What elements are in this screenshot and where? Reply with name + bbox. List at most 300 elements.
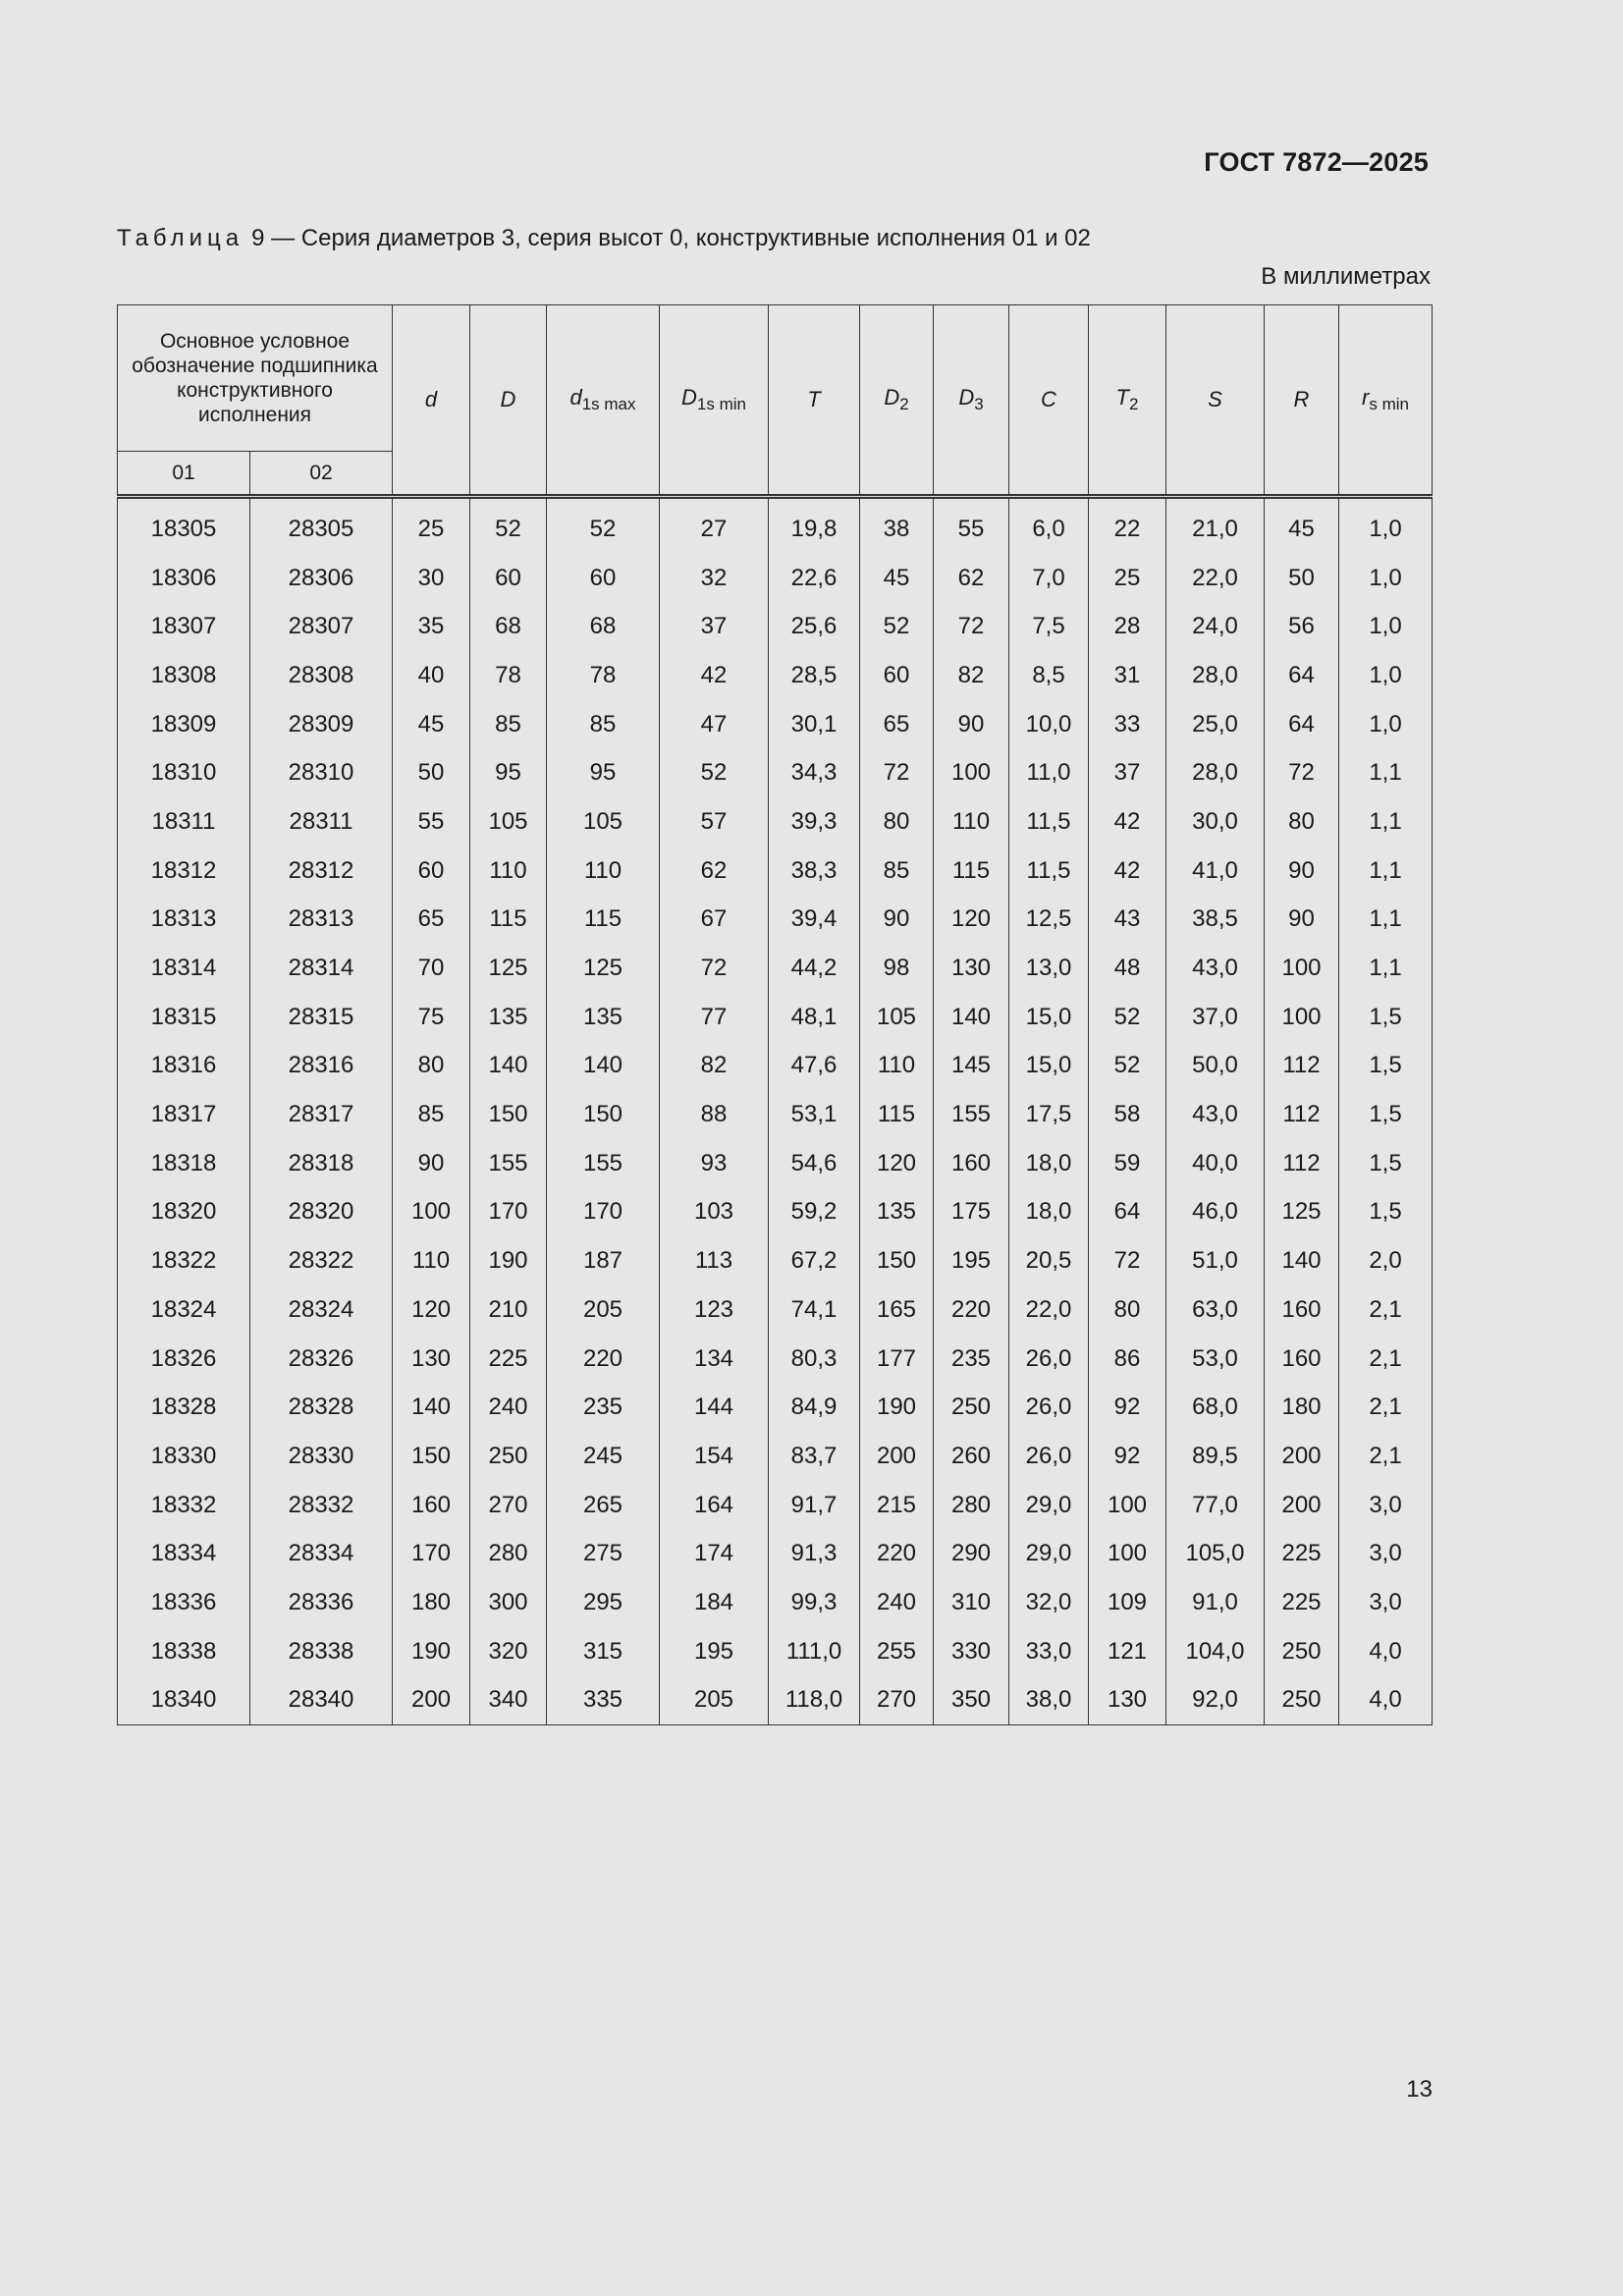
table-cell: 60 [860, 651, 934, 700]
table-cell: 26,0 [1009, 1383, 1089, 1432]
table-cell: 105,0 [1166, 1529, 1265, 1578]
table-cell: 135 [547, 993, 660, 1042]
col-header-D: D [470, 305, 547, 497]
table-cell: 28315 [250, 993, 393, 1042]
table-cell: 195 [934, 1236, 1009, 1285]
table-cell: 33 [1089, 700, 1166, 749]
table-cell: 65 [393, 896, 470, 945]
table-cell: 270 [860, 1676, 934, 1725]
table-cell: 260 [934, 1432, 1009, 1481]
table-cell: 180 [393, 1578, 470, 1627]
table-cell: 225 [470, 1335, 547, 1384]
table-cell: 200 [860, 1432, 934, 1481]
table-cell: 29,0 [1009, 1481, 1089, 1530]
table-cell: 110 [547, 847, 660, 896]
table-cell: 1,5 [1339, 993, 1433, 1042]
table-cell: 4,0 [1339, 1676, 1433, 1725]
table-cell: 250 [470, 1432, 547, 1481]
table-cell: 52 [547, 497, 660, 554]
table-cell: 25,6 [769, 602, 860, 651]
table-cell: 1,0 [1339, 602, 1433, 651]
table-cell: 43 [1089, 896, 1166, 945]
table-row [118, 1236, 1433, 1285]
table-cell: 105 [547, 797, 660, 847]
table-cell: 3,0 [1339, 1529, 1433, 1578]
table-cell: 89,5 [1166, 1432, 1265, 1481]
table-cell: 18322 [118, 1236, 250, 1285]
table-cell: 275 [547, 1529, 660, 1578]
table-cell: 18336 [118, 1578, 250, 1627]
table-cell: 72 [860, 748, 934, 797]
table-cell: 2,1 [1339, 1432, 1433, 1481]
table-cell: 187 [547, 1236, 660, 1285]
table-cell: 1,5 [1339, 1042, 1433, 1091]
table-cell: 112 [1265, 1042, 1339, 1091]
table-cell: 225 [1265, 1529, 1339, 1578]
bearing-dimensions-table [117, 304, 1433, 1725]
table-cell: 98 [860, 944, 934, 993]
table-cell: 28336 [250, 1578, 393, 1627]
table-cell: 38 [860, 497, 934, 554]
col-header-C: C [1009, 305, 1089, 497]
table-cell: 18316 [118, 1042, 250, 1091]
table-cell: 245 [547, 1432, 660, 1481]
table-cell: 90 [1265, 847, 1339, 896]
col-header-D2: $D_2$ [860, 305, 934, 497]
table-cell: 40 [393, 651, 470, 700]
table-cell: 180 [1265, 1383, 1339, 1432]
table-cell: 112 [1265, 1090, 1339, 1139]
table-row [118, 1627, 1433, 1676]
table-cell: 33,0 [1009, 1627, 1089, 1676]
table-cell: 62 [660, 847, 769, 896]
table-cell: 28328 [250, 1383, 393, 1432]
table-cell: 1,1 [1339, 944, 1433, 993]
table-cell: 120 [393, 1285, 470, 1335]
table-cell: 82 [660, 1042, 769, 1091]
table-cell: 15,0 [1009, 1042, 1089, 1091]
table-cell: 265 [547, 1481, 660, 1530]
table-cell: 130 [1089, 1676, 1166, 1725]
table-cell: 28314 [250, 944, 393, 993]
table-cell: 55 [934, 497, 1009, 554]
table-cell: 51,0 [1166, 1236, 1265, 1285]
page-number: 13 [1406, 2076, 1433, 2103]
table-cell: 18315 [118, 993, 250, 1042]
table-cell: 28320 [250, 1188, 393, 1237]
table-cell: 72 [1265, 748, 1339, 797]
table-cell: 85 [860, 847, 934, 896]
table-cell: 1,5 [1339, 1090, 1433, 1139]
table-cell: 28330 [250, 1432, 393, 1481]
table-row [118, 700, 1433, 749]
table-cell: 74,1 [769, 1285, 860, 1335]
table-cell: 39,4 [769, 896, 860, 945]
table-cell: 80 [1089, 1285, 1166, 1335]
table-cell: 154 [660, 1432, 769, 1481]
table-cell: 64 [1265, 651, 1339, 700]
table-cell: 30 [393, 554, 470, 603]
table-cell: 177 [860, 1335, 934, 1384]
table-cell: 120 [934, 896, 1009, 945]
table-cell: 235 [934, 1335, 1009, 1384]
col-header-S: S [1166, 305, 1265, 497]
col-header-D3: $D_3$ [934, 305, 1009, 497]
table-cell: 60 [470, 554, 547, 603]
table-cell: 30,1 [769, 700, 860, 749]
table-cell: 44,2 [769, 944, 860, 993]
table-cell: 56 [1265, 602, 1339, 651]
table-cell: 28332 [250, 1481, 393, 1530]
table-cell: 92,0 [1166, 1676, 1265, 1725]
table-cell: 13,0 [1009, 944, 1089, 993]
table-cell: 28313 [250, 896, 393, 945]
table-cell: 11,5 [1009, 847, 1089, 896]
table-cell: 18340 [118, 1676, 250, 1725]
table-cell: 11,5 [1009, 797, 1089, 847]
table-cell: 250 [1265, 1627, 1339, 1676]
table-cell: 43,0 [1166, 944, 1265, 993]
table-cell: 68 [547, 602, 660, 651]
table-cell: 160 [1265, 1335, 1339, 1384]
table-cell: 28334 [250, 1529, 393, 1578]
table-cell: 144 [660, 1383, 769, 1432]
table-body [118, 497, 1433, 1725]
table-cell: 4,0 [1339, 1627, 1433, 1676]
table-cell: 140 [934, 993, 1009, 1042]
table-cell: 1,0 [1339, 554, 1433, 603]
table-cell: 300 [470, 1578, 547, 1627]
table-cell: 91,7 [769, 1481, 860, 1530]
table-cell: 32,0 [1009, 1578, 1089, 1627]
col-header-T2: $T_2$ [1089, 305, 1166, 497]
table-cell: 48,1 [769, 993, 860, 1042]
table-cell: 1,5 [1339, 1139, 1433, 1188]
table-cell: 75 [393, 993, 470, 1042]
table-cell: 135 [470, 993, 547, 1042]
table-cell: 125 [470, 944, 547, 993]
table-row [118, 993, 1433, 1042]
table-row [118, 554, 1433, 603]
table-cell: 210 [470, 1285, 547, 1335]
table-cell: 82 [934, 651, 1009, 700]
table-row [118, 896, 1433, 945]
table-row [118, 1139, 1433, 1188]
table-cell: 110 [860, 1042, 934, 1091]
table-cell: 1,1 [1339, 797, 1433, 847]
table-row [118, 1529, 1433, 1578]
table-cell: 25 [393, 497, 470, 554]
table-cell: 18330 [118, 1432, 250, 1481]
table-cell: 115 [934, 847, 1009, 896]
table-cell: 42 [660, 651, 769, 700]
table-cell: 53,0 [1166, 1335, 1265, 1384]
col-header-rs-min: $r_{s min}$ [1339, 305, 1433, 497]
table-cell: 1,1 [1339, 748, 1433, 797]
table-cell: 18313 [118, 896, 250, 945]
table-cell: 77,0 [1166, 1481, 1265, 1530]
table-cell: 20,5 [1009, 1236, 1089, 1285]
table-cell: 68,0 [1166, 1383, 1265, 1432]
table-cell: 18324 [118, 1285, 250, 1335]
table-cell: 34,3 [769, 748, 860, 797]
table-cell: 240 [860, 1578, 934, 1627]
table-cell: 18314 [118, 944, 250, 993]
table-cell: 47 [660, 700, 769, 749]
table-cell: 200 [1265, 1432, 1339, 1481]
table-cell: 6,0 [1009, 497, 1089, 554]
table-cell: 155 [547, 1139, 660, 1188]
table-row [118, 1432, 1433, 1481]
table-cell: 64 [1089, 1188, 1166, 1237]
table-row [118, 497, 1433, 554]
table-cell: 110 [393, 1236, 470, 1285]
table-cell: 22,0 [1009, 1285, 1089, 1335]
table-cell: 150 [860, 1236, 934, 1285]
table-cell: 53,1 [769, 1090, 860, 1139]
table-cell: 42 [1089, 797, 1166, 847]
table-cell: 164 [660, 1481, 769, 1530]
table-cell: 37 [1089, 748, 1166, 797]
table-cell: 100 [1089, 1529, 1166, 1578]
table-cell: 63,0 [1166, 1285, 1265, 1335]
table-cell: 32 [660, 554, 769, 603]
table-cell: 28316 [250, 1042, 393, 1091]
table-cell: 90 [860, 896, 934, 945]
table-row [118, 1042, 1433, 1091]
table-cell: 112 [1265, 1139, 1339, 1188]
table-cell: 270 [470, 1481, 547, 1530]
table-cell: 35 [393, 602, 470, 651]
table-cell: 18311 [118, 797, 250, 847]
table-cell: 48 [1089, 944, 1166, 993]
table-cell: 45 [1265, 497, 1339, 554]
table-cell: 240 [470, 1383, 547, 1432]
table-row [118, 1090, 1433, 1139]
table-row [118, 797, 1433, 847]
table-cell: 195 [660, 1627, 769, 1676]
table-cell: 18328 [118, 1383, 250, 1432]
table-cell: 24,0 [1166, 602, 1265, 651]
table-cell: 235 [547, 1383, 660, 1432]
table-cell: 57 [660, 797, 769, 847]
table-cell: 28326 [250, 1335, 393, 1384]
table-cell: 104,0 [1166, 1627, 1265, 1676]
table-cell: 72 [934, 602, 1009, 651]
table-cell: 103 [660, 1188, 769, 1237]
table-cell: 91,3 [769, 1529, 860, 1578]
table-cell: 134 [660, 1335, 769, 1384]
table-cell: 28312 [250, 847, 393, 896]
table-cell: 140 [393, 1383, 470, 1432]
table-cell: 62 [934, 554, 1009, 603]
table-cell: 18307 [118, 602, 250, 651]
table-cell: 80 [860, 797, 934, 847]
table-row [118, 748, 1433, 797]
table-cell: 220 [934, 1285, 1009, 1335]
table-cell: 7,5 [1009, 602, 1089, 651]
table-cell: 88 [660, 1090, 769, 1139]
subheader-01: 01 [118, 452, 250, 497]
table-cell: 85 [470, 700, 547, 749]
table-cell: 80 [1265, 797, 1339, 847]
table-cell: 28,0 [1166, 748, 1265, 797]
table-cell: 350 [934, 1676, 1009, 1725]
units-note: В миллиметрах [1261, 263, 1431, 290]
table-cell: 120 [860, 1139, 934, 1188]
table-cell: 95 [547, 748, 660, 797]
table-cell: 80 [393, 1042, 470, 1091]
table-cell: 84,9 [769, 1383, 860, 1432]
table-cell: 90 [1265, 896, 1339, 945]
col-header-R: R [1265, 305, 1339, 497]
table-cell: 38,0 [1009, 1676, 1089, 1725]
table-cell: 18305 [118, 497, 250, 554]
table-cell: 190 [393, 1627, 470, 1676]
table-cell: 110 [934, 797, 1009, 847]
table-cell: 290 [934, 1529, 1009, 1578]
table-cell: 47,6 [769, 1042, 860, 1091]
table-cell: 58 [1089, 1090, 1166, 1139]
table-cell: 160 [393, 1481, 470, 1530]
table-cell: 250 [934, 1383, 1009, 1432]
table-cell: 1,5 [1339, 1188, 1433, 1237]
table-cell: 100 [934, 748, 1009, 797]
table-cell: 22,6 [769, 554, 860, 603]
table-cell: 18338 [118, 1627, 250, 1676]
table-cell: 215 [860, 1481, 934, 1530]
table-cell: 125 [547, 944, 660, 993]
table-cell: 28338 [250, 1627, 393, 1676]
table-cell: 250 [1265, 1676, 1339, 1725]
table-cell: 1,1 [1339, 896, 1433, 945]
table-cell: 175 [934, 1188, 1009, 1237]
table-cell: 110 [470, 847, 547, 896]
table-caption [117, 225, 1091, 252]
col-header-T: T [769, 305, 860, 497]
table-cell: 26,0 [1009, 1335, 1089, 1384]
table-cell: 52 [660, 748, 769, 797]
table-cell: 28322 [250, 1236, 393, 1285]
table-cell: 60 [393, 847, 470, 896]
table-cell: 52 [860, 602, 934, 651]
table-cell: 150 [547, 1090, 660, 1139]
table-cell: 28,0 [1166, 651, 1265, 700]
table-row [118, 1481, 1433, 1530]
table-cell: 2,1 [1339, 1285, 1433, 1335]
table-cell: 28340 [250, 1676, 393, 1725]
table-cell: 31 [1089, 651, 1166, 700]
table-cell: 52 [1089, 1042, 1166, 1091]
table-cell: 1,0 [1339, 651, 1433, 700]
table-cell: 78 [470, 651, 547, 700]
table-cell: 59,2 [769, 1188, 860, 1237]
table-cell: 1,0 [1339, 700, 1433, 749]
table-cell: 55 [393, 797, 470, 847]
table-cell: 170 [470, 1188, 547, 1237]
table-cell: 26,0 [1009, 1432, 1089, 1481]
table-cell: 90 [393, 1139, 470, 1188]
table-cell: 37 [660, 602, 769, 651]
table-cell: 18,0 [1009, 1139, 1089, 1188]
table-cell: 85 [393, 1090, 470, 1139]
table-cell: 19,8 [769, 497, 860, 554]
table-row [118, 1676, 1433, 1725]
table-cell: 8,5 [1009, 651, 1089, 700]
table-cell: 42 [1089, 847, 1166, 896]
table-cell: 86 [1089, 1335, 1166, 1384]
table-cell: 190 [470, 1236, 547, 1285]
table-cell: 330 [934, 1627, 1009, 1676]
table-cell: 115 [470, 896, 547, 945]
table-cell: 130 [393, 1335, 470, 1384]
table-cell: 1,0 [1339, 497, 1433, 554]
table-cell: 3,0 [1339, 1578, 1433, 1627]
table-cell: 15,0 [1009, 993, 1089, 1042]
table-cell: 10,0 [1009, 700, 1089, 749]
table-cell: 30,0 [1166, 797, 1265, 847]
subheader-02: 02 [250, 452, 393, 497]
table-cell: 72 [1089, 1236, 1166, 1285]
table-row [118, 944, 1433, 993]
caption-prefix: Таблица [117, 225, 244, 251]
table-cell: 28310 [250, 748, 393, 797]
table-cell: 130 [934, 944, 1009, 993]
table-cell: 90 [934, 700, 1009, 749]
table-cell: 27 [660, 497, 769, 554]
table-cell: 17,5 [1009, 1090, 1089, 1139]
table-cell: 67,2 [769, 1236, 860, 1285]
table-cell: 105 [470, 797, 547, 847]
table-cell: 315 [547, 1627, 660, 1676]
table-cell: 25 [1089, 554, 1166, 603]
table-cell: 2,0 [1339, 1236, 1433, 1285]
table-cell: 255 [860, 1627, 934, 1676]
table-row [118, 651, 1433, 700]
table-cell: 28 [1089, 602, 1166, 651]
table-cell: 45 [860, 554, 934, 603]
table-cell: 18326 [118, 1335, 250, 1384]
table-cell: 18318 [118, 1139, 250, 1188]
table-cell: 38,5 [1166, 896, 1265, 945]
table-row [118, 847, 1433, 896]
table-cell: 18306 [118, 554, 250, 603]
table-cell: 50 [1265, 554, 1339, 603]
table-cell: 59 [1089, 1139, 1166, 1188]
table-row [118, 1383, 1433, 1432]
table-cell: 100 [393, 1188, 470, 1237]
table-cell: 68 [470, 602, 547, 651]
caption-text: 9 — Серия диаметров 3, серия высот 0, конструктивные исполнения 01 и 02 [251, 225, 1091, 251]
table-cell: 184 [660, 1578, 769, 1627]
table-cell: 7,0 [1009, 554, 1089, 603]
table-cell: 155 [934, 1090, 1009, 1139]
table-cell: 40,0 [1166, 1139, 1265, 1188]
table-cell: 80,3 [769, 1335, 860, 1384]
table-row [118, 1335, 1433, 1384]
table-cell: 335 [547, 1676, 660, 1725]
table-cell: 18332 [118, 1481, 250, 1530]
table-cell: 18317 [118, 1090, 250, 1139]
table-cell: 83,7 [769, 1432, 860, 1481]
table-cell: 28318 [250, 1139, 393, 1188]
table-cell: 60 [547, 554, 660, 603]
table-cell: 67 [660, 896, 769, 945]
table-cell: 18310 [118, 748, 250, 797]
table-cell: 205 [660, 1676, 769, 1725]
table-row [118, 602, 1433, 651]
col-header-d1s-max: $d_{1s max}$ [547, 305, 660, 497]
